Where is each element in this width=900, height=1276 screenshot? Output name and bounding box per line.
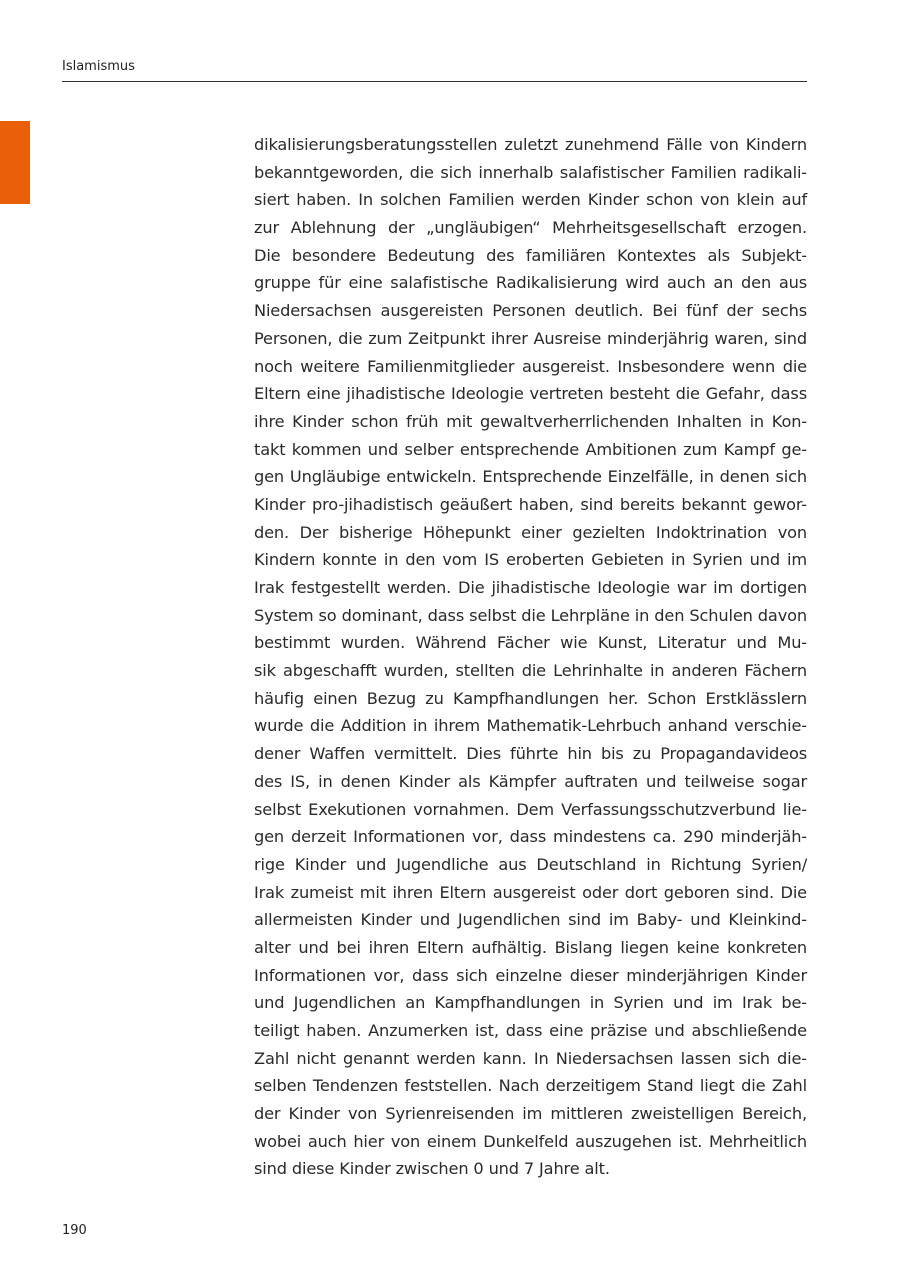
text-line: Kinder pro-jihadistisch geäußert haben, sind bereits bekannt gewor- [254,494,807,514]
text-line: siert haben. In solchen Familien werden Kinder schon von klein auf [254,190,807,210]
text-line: teiligt haben. Anzumerken ist, dass eine präzise und abschließende [254,1021,807,1040]
text-line: zur Ablehnung der „ungläubigen“ Mehrheitsgesellschaft erzogen. [254,218,807,238]
text-line: selbst Exekutionen vornahmen. Dem Verfassungsschutzverbund lie- [254,799,807,819]
page-number: 190 [62,1223,87,1238]
text-line: alter und bei ihren Eltern aufhältig. Bislang liegen keine konkreten [254,937,807,957]
header-rule [62,81,807,82]
text-line: dikalisierungsberatungsstellen zuletzt zunehmend Fälle von Kindern [254,135,807,154]
running-head: Islamismus [62,59,135,74]
text-line: System so dominant, dass selbst die Lehrpläne in den Schulen davon [254,605,807,625]
text-line: bekanntgeworden, die sich innerhalb salafistischer Familien radikali- [254,162,807,182]
text-line: dener Waffen vermittelt. Dies führte hin bis zu Propagandavideos [254,744,807,764]
text-line: gruppe für eine salafistische Radikalisierung wird auch an den aus [254,273,807,293]
text-line: Kindern konnte in den vom IS eroberten Gebieten in Syrien und im [254,550,807,570]
body-text [254,131,807,1183]
text-line: Die besondere Bedeutung des familiären Kontextes als Subjekt- [254,245,807,265]
text-line: ihre Kinder schon früh mit gewaltverherrlichenden Inhalten in Kon- [254,411,807,431]
text-line: und Jugendlichen an Kampfhandlungen in Syrien und im Irak be- [254,993,807,1013]
text-line: sik abgeschafft wurden, stellten die Lehrinhalte in anderen Fächern [254,661,807,681]
text-line: Eltern eine jihadistische Ideologie vertreten besteht die Gefahr, dass [254,384,807,404]
text-line: Informationen vor, dass sich einzelne dieser minderjährigen Kinder [254,965,807,985]
text-line: takt kommen und selber entsprechende Ambitionen zum Kampf ge- [254,439,807,459]
text-line: Zahl nicht genannt werden kann. In Niedersachsen lassen sich die- [254,1048,807,1068]
text-line: Niedersachsen ausgereisten Personen deutlich. Bei fünf der sechs [254,301,807,321]
text-line: gen Ungläubige entwickeln. Entsprechende Einzelfälle, in denen sich [254,467,807,487]
text-line: bestimmt wurden. Während Fächer wie Kunst, Literatur und Mu- [254,633,807,653]
text-line: häufig einen Bezug zu Kampfhandlungen her. Schon Erstklässlern [254,688,807,708]
chapter-tab-marker [0,121,30,204]
text-line: gen derzeit Informationen vor, dass mindestens ca. 290 minderjäh- [254,827,807,847]
text-line: allermeisten Kinder und Jugendlichen sind im Baby- und Kleinkind- [254,910,807,930]
text-line: wobei auch hier von einem Dunkelfeld auszugehen ist. Mehrheitlich [254,1131,807,1151]
text-line: selben Tendenzen feststellen. Nach derzeitigem Stand liegt die Zahl [254,1076,807,1096]
text-line: Irak festgestellt werden. Die jihadistische Ideologie war im dortigen [254,578,807,597]
text-line: wurde die Addition in ihrem Mathematik-Lehrbuch anhand verschie- [254,716,807,736]
text-line: rige Kinder und Jugendliche aus Deutschland in Richtung Syrien/ [254,854,807,874]
text-line: den. Der bisherige Höhepunkt einer gezielten Indoktrination von [254,522,807,542]
text-line: Irak zumeist mit ihren Eltern ausgereist oder dort geboren sind. Die [254,882,807,902]
text-line: noch weitere Familienmitglieder ausgereist. Insbesondere wenn die [254,356,807,376]
text-line: des IS, in denen Kinder als Kämpfer auftraten und teilweise sogar [254,771,807,791]
text-line: sind diese Kinder zwischen 0 und 7 Jahre alt. [254,1159,610,1179]
text-line: Personen, die zum Zeitpunkt ihrer Ausreise minderjährig waren, sind [254,328,807,348]
text-line: der Kinder von Syrienreisenden im mittleren zweistelligen Bereich, [254,1104,807,1124]
